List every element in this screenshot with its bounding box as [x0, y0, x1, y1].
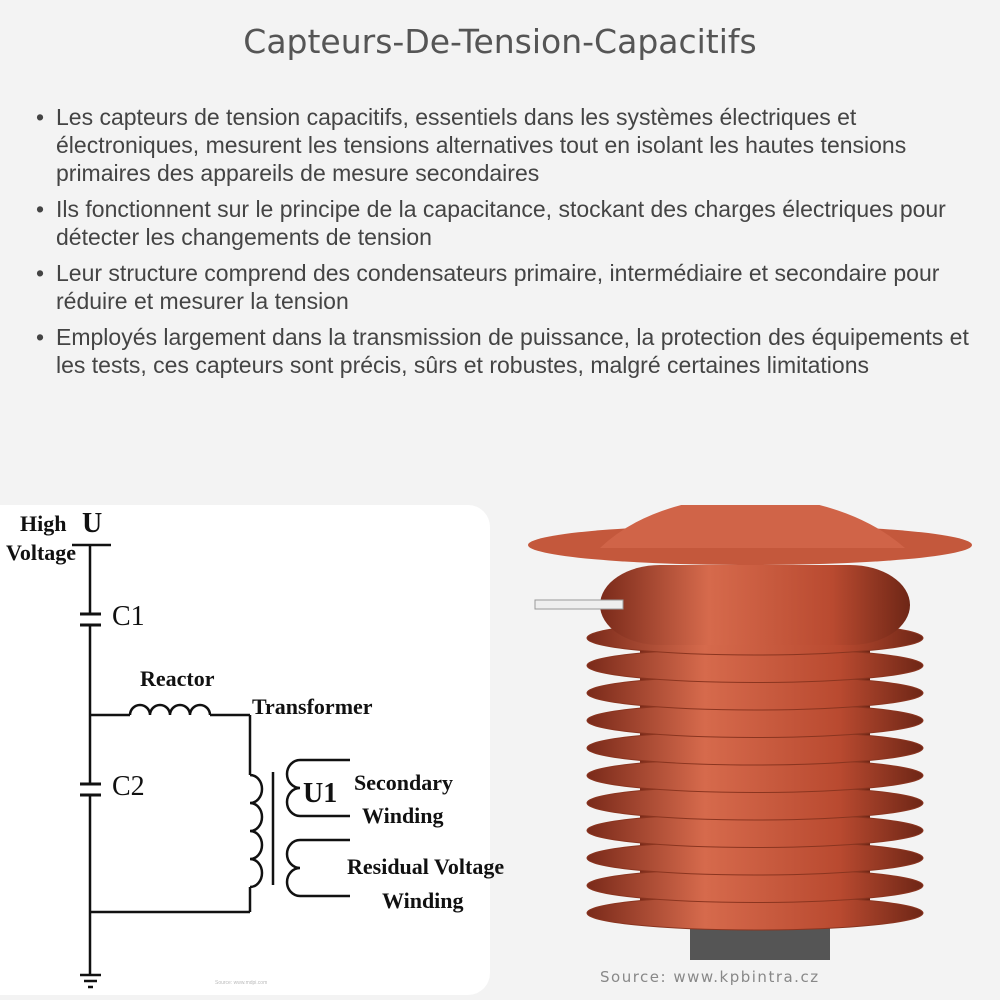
bullet-list — [33, 103, 983, 387]
c1-label: C1 — [112, 601, 145, 632]
secondary-winding-label: Winding — [362, 803, 444, 828]
bullet-item: • Employés largement dans la transmission de puissance, la protection des équipements et les tests, ces capteurs sont précis, sûrs et robustes, malgré certaines limitations — [33, 323, 983, 379]
photo-source: Source: www.kpbintra.cz — [600, 968, 820, 986]
high-label: High — [20, 511, 67, 536]
residual-label: Residual Voltage — [347, 854, 505, 879]
transformer-label: Transformer — [252, 694, 373, 719]
circuit-diagram — [0, 505, 505, 995]
insulator-photo — [505, 505, 1000, 970]
reactor-label: Reactor — [140, 666, 215, 691]
secondary-label: Secondary — [354, 770, 453, 795]
bullet-item: • Leur structure comprend des condensateurs primaire, intermédiaire et secondaire pour réduire et mesurer la tension — [33, 259, 983, 315]
diagram-source: Source: www.mdpi.com — [215, 980, 268, 986]
page-title: Capteurs-De-Tension-Capacitifs — [243, 22, 757, 61]
bullet-item: • Ils fonctionnent sur le principe de la capacitance, stockant des charges électriques pour détecter les changements de tension — [33, 195, 983, 251]
residual-winding-label: Winding — [382, 888, 464, 913]
voltage-label: Voltage — [6, 540, 77, 565]
u-label: U — [82, 508, 103, 539]
bullet-item: • Les capteurs de tension capacitifs, essentiels dans les systèmes électriques et électroniques, mesurent les tensions alternatives tout en isolant les hautes tensions primaires des appareils de mesure secondaires — [33, 103, 983, 187]
u1-label: U1 — [303, 778, 338, 809]
circuit-schematic — [0, 505, 490, 995]
c2-label: C2 — [112, 771, 145, 802]
